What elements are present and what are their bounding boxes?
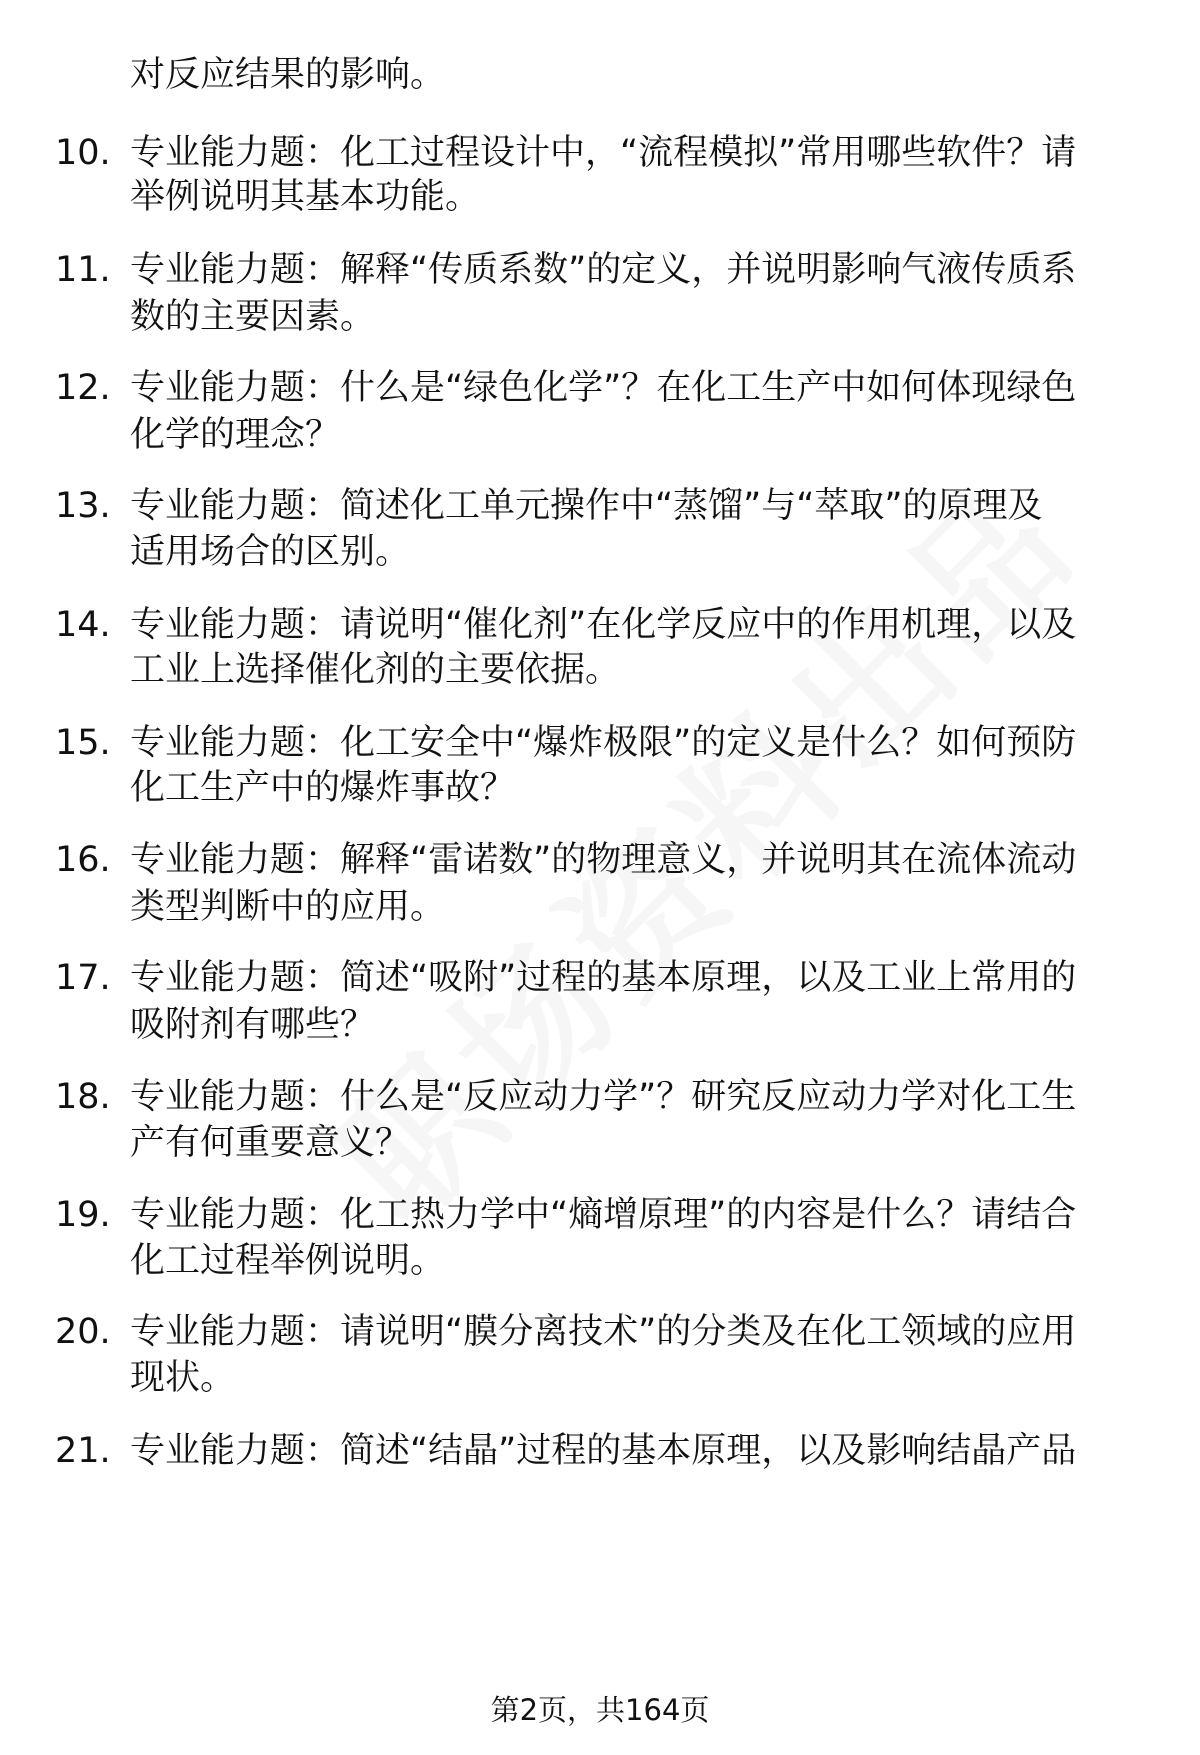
continuation-text: 对反应结果的影响。 [130,55,446,95]
question-number: 19. [55,1195,111,1235]
question-number: 17. [55,958,111,998]
question-text-line1: 专业能力题：解释“雷诺数”的物理意义，并说明其在流体流动 [130,840,1077,880]
question-text-line1: 专业能力题：解释“传质系数”的定义，并说明影响气液传质系 [130,250,1077,290]
question-number: 15. [55,723,111,763]
question-text-line1: 专业能力题：什么是“反应动力学”？研究反应动力学对化工生 [130,1077,1077,1117]
question-text-line2: 吸附剂有哪些？ [130,1005,376,1045]
question-text-line1: 专业能力题：简述“吸附”过程的基本原理，以及工业上常用的 [130,958,1077,998]
question-text-line1: 专业能力题：简述化工单元操作中“蒸馏”与“萃取”的原理及 [130,486,1043,526]
question-text-line2: 举例说明其基本功能。 [130,177,481,217]
question-text-line2: 类型判断中的应用。 [130,887,446,927]
question-text-line2: 数的主要因素。 [130,297,376,337]
question-number: 14. [55,605,111,645]
question-text-line2: 现状。 [130,1358,236,1398]
question-number: 11. [55,250,111,290]
question-text-line1: 专业能力题：化工热力学中“熵增原理”的内容是什么？请结合 [130,1195,1077,1235]
question-text-line2: 化工过程举例说明。 [130,1241,446,1281]
question-text-line1: 专业能力题：化工安全中“爆炸极限”的定义是什么？如何预防 [130,723,1077,763]
question-number: 16. [55,840,111,880]
question-text-line1: 专业能力题：请说明“催化剂”在化学反应中的作用机理，以及 [130,605,1077,645]
question-number: 13. [55,486,111,526]
question-text-line1: 专业能力题：化工过程设计中，“流程模拟”常用哪些软件？请 [130,133,1077,173]
question-text-line2: 工业上选择催化剂的主要依据。 [130,650,621,690]
question-text-line2: 产有何重要意义？ [130,1123,411,1163]
question-text-line2: 化学的理念？ [130,415,341,455]
question-number: 12. [55,368,111,408]
question-number: 10. [55,133,111,173]
question-number: 21. [55,1431,111,1471]
question-text-line1: 专业能力题：什么是“绿色化学”？在化工生产中如何体现绿色 [130,368,1077,408]
question-text-line1: 专业能力题：请说明“膜分离技术”的分类及在化工领域的应用 [130,1312,1077,1352]
question-text-line2: 适用场合的区别。 [130,532,411,572]
question-number: 20. [55,1312,111,1352]
question-text-line2: 化工生产中的爆炸事故？ [130,768,516,808]
question-text-line1: 专业能力题：简述“结晶”过程的基本原理，以及影响结晶产品 [130,1431,1077,1471]
page-footer: 第2页，共164页 [490,1693,710,1727]
question-number: 18. [55,1077,111,1117]
